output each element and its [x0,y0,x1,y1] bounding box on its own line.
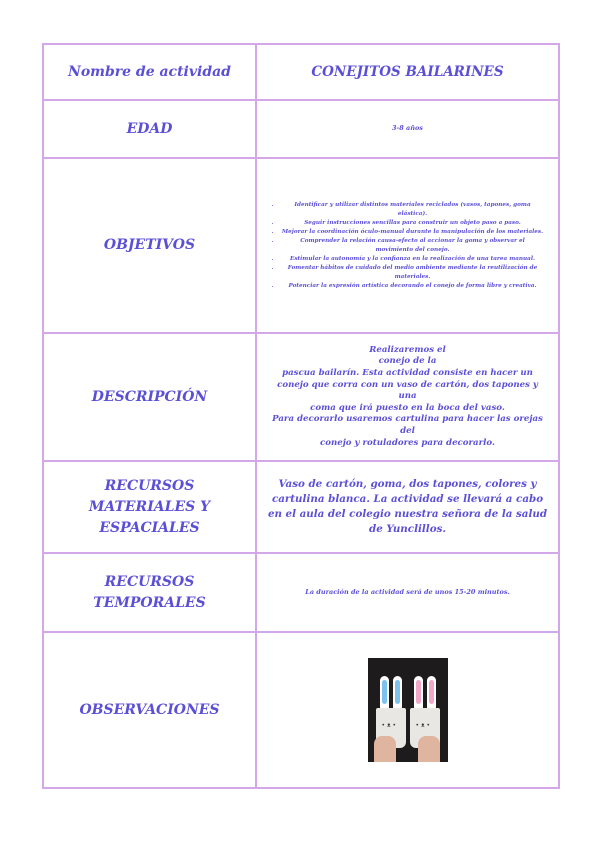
objectives-label: OBJETIVOS [43,158,256,333]
description-line: Para decorarlo usaremos cartulina para hacer las orejas [272,414,543,425]
activity-name-value: CONEJITOS BAILARINES [256,44,559,100]
description-line: coma que irá puesto en la boca del vaso. [310,402,505,413]
description-line: Realizaremos el [369,344,446,355]
observations-cell [256,632,559,788]
objective-item: • Estimular la autonomía y la confianza en la realización de una tarea manual. [281,255,544,264]
objective-item: • Identificar y utilizar distintos materiales reciclados (vasos, tapones, goma elástica). [281,201,544,219]
row-materials [43,461,559,553]
objectives-list [267,201,548,291]
materials-label: RECURSOS MATERIALES Y ESPACIALES [43,461,256,553]
hand [418,736,440,762]
objective-item: • Potenciar la expresión artística decorando el conejo de forma libre y creativa. [281,282,544,291]
objective-item: • Seguir instrucciones sencillas para construir un objeto paso a paso. [281,219,544,228]
age-label: EDAD [43,100,256,158]
objective-item: • Fomentar hábitos de cuidado del medio ambiente mediante la reutilización de materiales. [281,264,544,282]
objective-item: • Mejorar la coordinación óculo-manual durante la manipulación de los materiales. [281,228,544,237]
bunny-ear [380,676,389,710]
row-age [43,100,559,158]
row-time [43,553,559,632]
time-label: RECURSOS TEMPORALES [43,553,256,632]
activity-sheet-table [42,43,560,789]
bunny-ear [393,676,402,710]
age-value: 3-8 años [256,100,559,158]
description-line: del [400,425,415,436]
row-activity-name [43,44,559,100]
description-label: DESCRIPCIÓN [43,333,256,461]
observations-label: OBSERVACIONES [43,632,256,788]
description-line: conejo de la [378,356,437,367]
hand [374,736,396,762]
row-objectives [43,158,559,333]
bunny-ear [414,676,423,710]
time-value: La duración de la actividad será de unos 15-20 minutos. [256,553,559,632]
row-observations [43,632,559,788]
row-description [43,333,559,461]
objective-item: • Comprender la relación causa-efecto al accionar la goma y observar el movimiento del conejo. [281,237,544,255]
bunny-cup-right: • ᴥ • [410,708,440,748]
description-line: conejo y rotuladores para decorarlo. [320,437,495,448]
bunny-cup-left: • ᴥ • [376,708,406,748]
bunny-ear [427,676,436,710]
description-cell [256,333,559,461]
bunny-cups-photo [368,658,448,762]
materials-value: Vaso de cartón, goma, dos tapones, colores y cartulina blanca. La actividad se llevará a cabo en el aula del colegio nuestra señora de la salud de Yunclillos. [256,461,559,553]
description-line: pascua bailarín. Esta actividad consiste en hacer un [282,368,533,379]
activity-name-label: Nombre de actividad [43,44,256,100]
objectives-cell [256,158,559,333]
description-line: conejo que corra con un vaso de cartón, dos tapones y una [277,379,538,402]
